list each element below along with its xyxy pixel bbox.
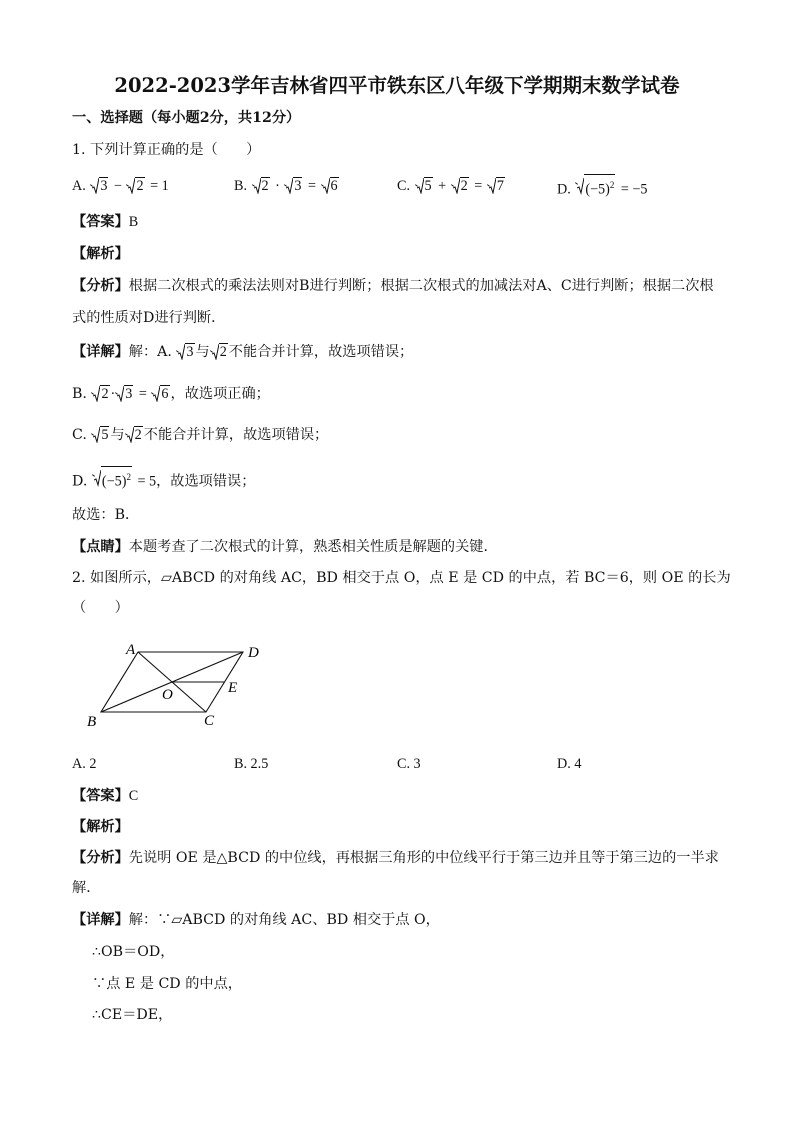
sqrt-sign: $(-5)^2$ — [575, 174, 615, 200]
q1-detail-c: C. 5 与 2 不能合并计算，故选项错误； — [72, 427, 329, 443]
q1-detail-a: 【详解】解：A. 3 与 2 不能合并计算，故选项错误； — [72, 344, 414, 360]
sqrt-sign: 2 — [91, 384, 109, 404]
q2-analysis-heading: 【解析】 — [72, 819, 129, 835]
sqrt-sign: 2 — [252, 176, 270, 196]
label-e: E — [228, 680, 238, 696]
q2-detail-1: 【详解】解：∵▱ABCD 的对角线 AC、BD 相交于点 O， — [72, 912, 440, 928]
section-heading: 一、选择题（每小题2分，共12分） — [72, 110, 301, 126]
q1-option-c: C. 5 + 2 = 7 — [397, 178, 504, 194]
parallelogram-figure — [80, 636, 280, 736]
label-o: O — [162, 687, 173, 703]
sqrt-sign: 5 — [415, 176, 433, 196]
q1-choose: 故选：B． — [72, 507, 140, 523]
sqrt-sign: 5 — [91, 425, 109, 445]
q1-fenxi-line-1: 【分析】根据二次根式的乘法法则对B进行判断；根据二次根式的加减法对A、C进行判断；根据二次根 — [72, 278, 714, 294]
q1-answer: 【答案】B — [72, 214, 139, 230]
sqrt-sign: 3 — [90, 176, 108, 196]
q2-detail-3: ∵点 E 是 CD 的中点， — [92, 976, 242, 992]
q1-dianjing: 【点睛】本题考查了二次根式的计算，熟悉相关性质是解题的关键． — [72, 539, 498, 555]
q1-option-d: D. $(-5)^2 = -5$ — [557, 174, 648, 200]
sqrt-sign: 2 — [125, 425, 143, 445]
q1-analysis-heading: 【解析】 — [72, 246, 129, 262]
question-1-stem: 1. 下列计算正确的是（ ） — [72, 142, 261, 158]
page-title: 2022-2023学年吉林省四平市铁东区八年级下学期期末数学试卷 — [114, 74, 680, 97]
q2-option-b: B. 2.5 — [234, 756, 269, 772]
sqrt-sign: 6 — [321, 176, 339, 196]
sqrt-sign: 2 — [210, 342, 228, 362]
label-b: B — [87, 714, 97, 730]
q1-fenxi-line-2: 式的性质对D进行判断． — [72, 310, 226, 326]
q1-option-b: B. 2 · 3 = 6 — [234, 178, 338, 194]
sqrt-sign: 2 — [451, 176, 469, 196]
sqrt-sign: 6 — [151, 384, 169, 404]
sqrt-sign: $(-5)^2$ — [92, 466, 132, 492]
sqrt-sign: 3 — [284, 176, 302, 196]
sqrt-sign: 3 — [176, 342, 194, 362]
q2-option-a: A. 2 — [72, 756, 97, 772]
label-c: C — [204, 713, 215, 729]
q2-option-c: C. 3 — [397, 756, 421, 772]
sqrt-sign: 3 — [115, 384, 133, 404]
q2-fenxi-line-1: 【分析】先说明 OE 是△BCD 的中位线，再根据三角形的中位线平行于第三边并且等于第三边的一半求 — [72, 850, 719, 866]
q2-option-d: D. 4 — [557, 756, 582, 772]
sqrt-sign: 2 — [126, 176, 144, 196]
sqrt-sign: 7 — [487, 176, 505, 196]
q2-detail-2: ∴OB＝OD， — [92, 944, 175, 960]
label-d: D — [248, 645, 259, 661]
q1-detail-b: B. 2 · 3 = 6 ，故选项正确； — [72, 386, 270, 402]
label-a: A — [126, 642, 136, 658]
q1-detail-d: D. $(-5)^2 = 5$，故选项错误； — [72, 466, 255, 492]
question-2-stem-line-1: 2. 如图所示，▱ABCD 的对角线 AC，BD 相交于点 O，点 E 是 CD 的中点，若 BC＝6，则 OE 的长为 — [72, 570, 731, 586]
q1-option-a: A. 3 − 2 = 1 — [72, 178, 169, 194]
question-2-stem-line-2: （ ） — [72, 600, 129, 616]
q2-fenxi-line-2: 解． — [72, 880, 101, 896]
q2-detail-4: ∴CE＝DE， — [92, 1007, 173, 1023]
q2-answer: 【答案】C — [72, 788, 139, 804]
